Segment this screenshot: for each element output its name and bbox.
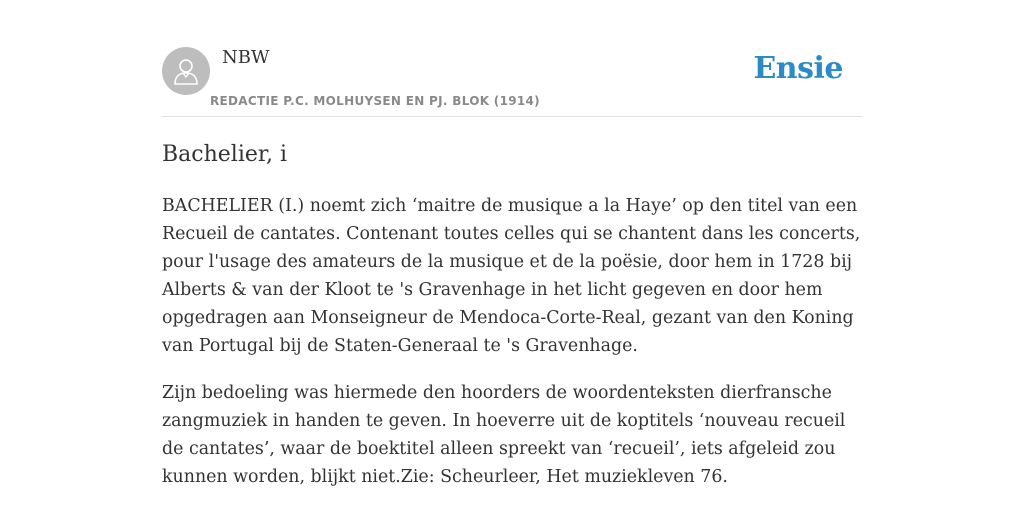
article-paragraph: Zijn bedoeling was hiermede den hoorders de woordenteksten dierfransche zangmuziek in handen te geven. In hoeverre uit de koptitels ‘nouveau recueil de cantates’, waar de boektitel alleen spreekt van ‘recueil’, iets afgeleid zou kunnen worden, blijkt niet.Zie: Scheurleer, Het muziekleven 76.	[162, 383, 846, 487]
author-name[interactable]: NBW	[222, 47, 270, 68]
article-body	[162, 192, 862, 510]
article-title: Bachelier, i	[162, 142, 288, 167]
brand-logo[interactable]: Ensie	[753, 51, 843, 86]
user-icon	[173, 56, 199, 86]
article-card	[162, 0, 862, 487]
article-paragraph: BACHELIER (I.) noemt zich ‘maitre de musique a la Haye’ op den titel van een Recueil de cantates. Contenant toutes celles qui se chantent dans les concerts, pour l'usage des amateurs de la musique et de la poësie, door hem in 1728 bij Alberts & van der Kloot te 's Gravenhage in het licht gegeven en door hem opgedragen aan Monseigneur de Mendoca-Corte-Real, gezant van den Koning van Portugal bij de Staten-Generaal te 's Gravenhage.	[162, 196, 861, 356]
article-header	[162, 0, 862, 117]
author-avatar[interactable]	[162, 47, 210, 95]
source-label: REDACTIE P.C. MOLHUYSEN EN PJ. BLOK (1914)	[210, 94, 540, 108]
